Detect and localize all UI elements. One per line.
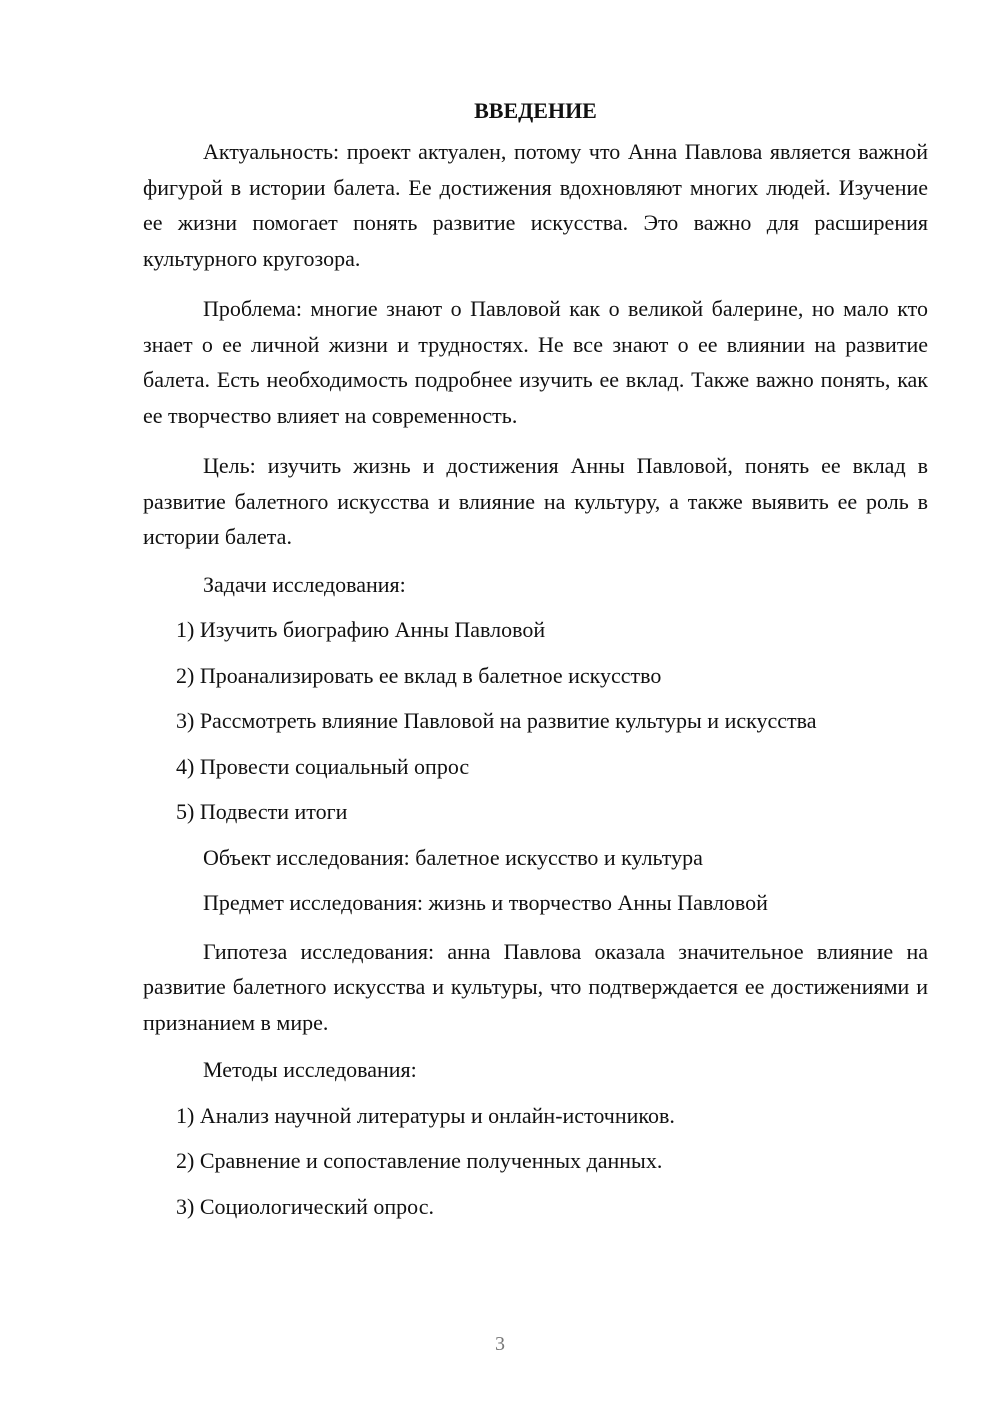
list-item: 3) Социологический опрос. [176,1193,434,1219]
list-item: 3) Рассмотреть влияние Павловой на развитие культуры и искусства [176,708,817,733]
relevance-paragraph: Актуальность: проект актуален, потому что Анна Павлова является важной фигурой в истории балета. Ее достижения вдохновляют многих людей. Изучение ее жизни помогает понять развитие искусства. Это важно для расширения культурного кругозора. [143,139,928,271]
research-object: Объект исследования: балетное искусство и культура [203,844,703,870]
goal-paragraph: Цель: изучить жизнь и достижения Анны Павловой, понять ее вклад в развитие балетного искусства и влияние на культуру, а также выявить ее роль в истории балета. [143,453,928,549]
research-subject: Предмет исследования: жизнь и творчество Анны Павловой [203,890,768,915]
page-title: ВВЕДЕНИЕ [474,98,597,123]
list-item: 1) Анализ научной литературы и онлайн-источников. [176,1102,675,1128]
methods-list [143,1101,928,1222]
list-item: 1) Изучить биографию Анны Павловой [176,617,546,642]
tasks-heading: Задачи исследования: [203,571,406,597]
problem-paragraph: Проблема: многие знают о Павловой как о великой балерине, но мало кто знает о ее личной жизни и трудностях. Не все знают о ее влиянии на развитие балета. Есть необходимость подробнее изучить ее вклад. Также важно понять, как ее творчество влияет на современность. [143,296,928,428]
list-item: 2) Сравнение и сопоставление полученных данных. [176,1148,663,1173]
page-number: 3 [495,1333,505,1355]
hypothesis-paragraph: Гипотеза исследования: анна Павлова оказала значительное влияние на развитие балетного искусства и культуры, что подтверждается ее достижениями и признанием в мире. [143,938,928,1035]
methods-heading: Методы исследования: [203,1057,417,1082]
list-item: 5) Подвести итоги [176,799,348,824]
list-item: 4) Провести социальный опрос [176,753,470,779]
list-item: 2) Проанализировать ее вклад в балетное искусство [176,662,662,688]
page-body [143,96,928,1237]
tasks-list [143,615,928,827]
